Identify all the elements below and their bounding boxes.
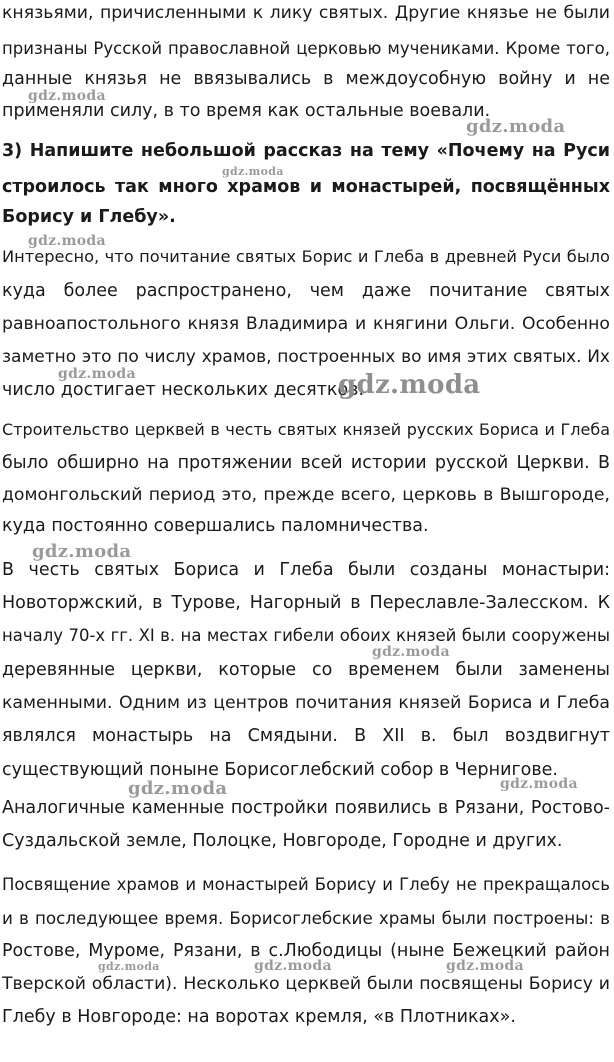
watermark: gdz.moda bbox=[222, 165, 284, 178]
watermark: gdz.moda bbox=[372, 644, 450, 660]
text-line: число достигает нескольких десятков. bbox=[2, 380, 365, 400]
watermark: gdz.moda bbox=[254, 958, 332, 974]
text-line: 3) Напишите небольшой рассказ на тему «Почему на Руси bbox=[2, 141, 610, 161]
text-line: было обширно на протяжении всей истории русской Церкви. В bbox=[2, 453, 610, 473]
text-line: существующий поныне Борисоглебский собор в Чернигове. bbox=[2, 760, 558, 780]
text-line: данные князья не ввязывались в междоусобную войну и не bbox=[2, 69, 610, 89]
text-line: Строительство церквей в честь святых князей русских Бориса и Глеба bbox=[2, 420, 610, 439]
text-line: заметно это по числу храмов, построенных во имя этих святых. Их bbox=[2, 347, 610, 367]
text-line: являлся монастырь на Смядыни. В XII в. был воздвигнут bbox=[2, 726, 610, 746]
text-line: Аналогичные каменные постройки появились в Рязани, Ростово- bbox=[2, 798, 610, 818]
text-line: Новоторжский, в Турове, Нагорный в Переславле-Залесском. К bbox=[2, 593, 610, 613]
text-line: В честь святых Бориса и Глеба были созданы монастыри: bbox=[2, 560, 610, 580]
text-line: строилось так много храмов и монастырей, посвящённых bbox=[2, 177, 610, 197]
text-line: применяли силу, в то время как остальные воевали. bbox=[2, 101, 491, 121]
watermark: gdz.moda bbox=[446, 958, 524, 974]
text-line: куда более распространено, чем даже почитание святых bbox=[2, 281, 610, 301]
text-line: деревянные церкви, которые со временем были заменены bbox=[2, 660, 610, 680]
text-line: каменными. Одним из центров почитания князей Бориса и Глеба bbox=[2, 693, 610, 713]
text-line: Борису и Глебу». bbox=[2, 207, 176, 227]
text-line: и в последующее время. Борисоглебские храмы были построены: в bbox=[2, 908, 610, 928]
watermark: gdz.moda bbox=[338, 370, 481, 400]
watermark: gdz.moda bbox=[500, 776, 578, 792]
watermark: gdz.moda bbox=[128, 778, 228, 799]
text-line: Глебу в Новгороде: на воротах кремля, «в Плотниках». bbox=[2, 1007, 516, 1027]
watermark: gdz.moda bbox=[28, 233, 106, 249]
text-line: Посвящение храмов и монастырей Борису и Глебу не прекращалось bbox=[2, 875, 610, 894]
text-line: равноапостольного князя Владимира и княгини Ольги. Особенно bbox=[2, 314, 610, 334]
watermark: gdz.moda bbox=[32, 541, 132, 562]
watermark: gdz.moda bbox=[466, 116, 566, 137]
text-line: домонгольский период это, прежде всего, церковь в Вышгороде, bbox=[2, 485, 610, 505]
text-line: князьями, причисленными к лику святых. Другие князье не были bbox=[2, 3, 610, 23]
text-line: куда постоянно совершались паломничества. bbox=[2, 516, 429, 536]
text-line: Интересно, что почитание святых Борис и Глеба в древней Руси было bbox=[2, 247, 610, 266]
text-line: признаны Русской православной церковью мучениками. Кроме того, bbox=[2, 39, 610, 58]
text-line: Суздальской земле, Полоцке, Новгороде, Городне и других. bbox=[2, 831, 563, 851]
watermark: gdz.moda bbox=[98, 960, 160, 973]
text-line: Тверской области). Несколько церквей были посвящены Борису и bbox=[2, 974, 610, 994]
watermark: gdz.moda bbox=[28, 88, 106, 104]
text-line: началу 70-х гг. XI в. на местах гибели обоих князей были сооружены bbox=[2, 626, 610, 645]
watermark: gdz.moda bbox=[58, 366, 136, 382]
text-line: Ростове, Муроме, Рязани, в с.Любодицы (ныне Бежецкий район bbox=[2, 941, 610, 961]
